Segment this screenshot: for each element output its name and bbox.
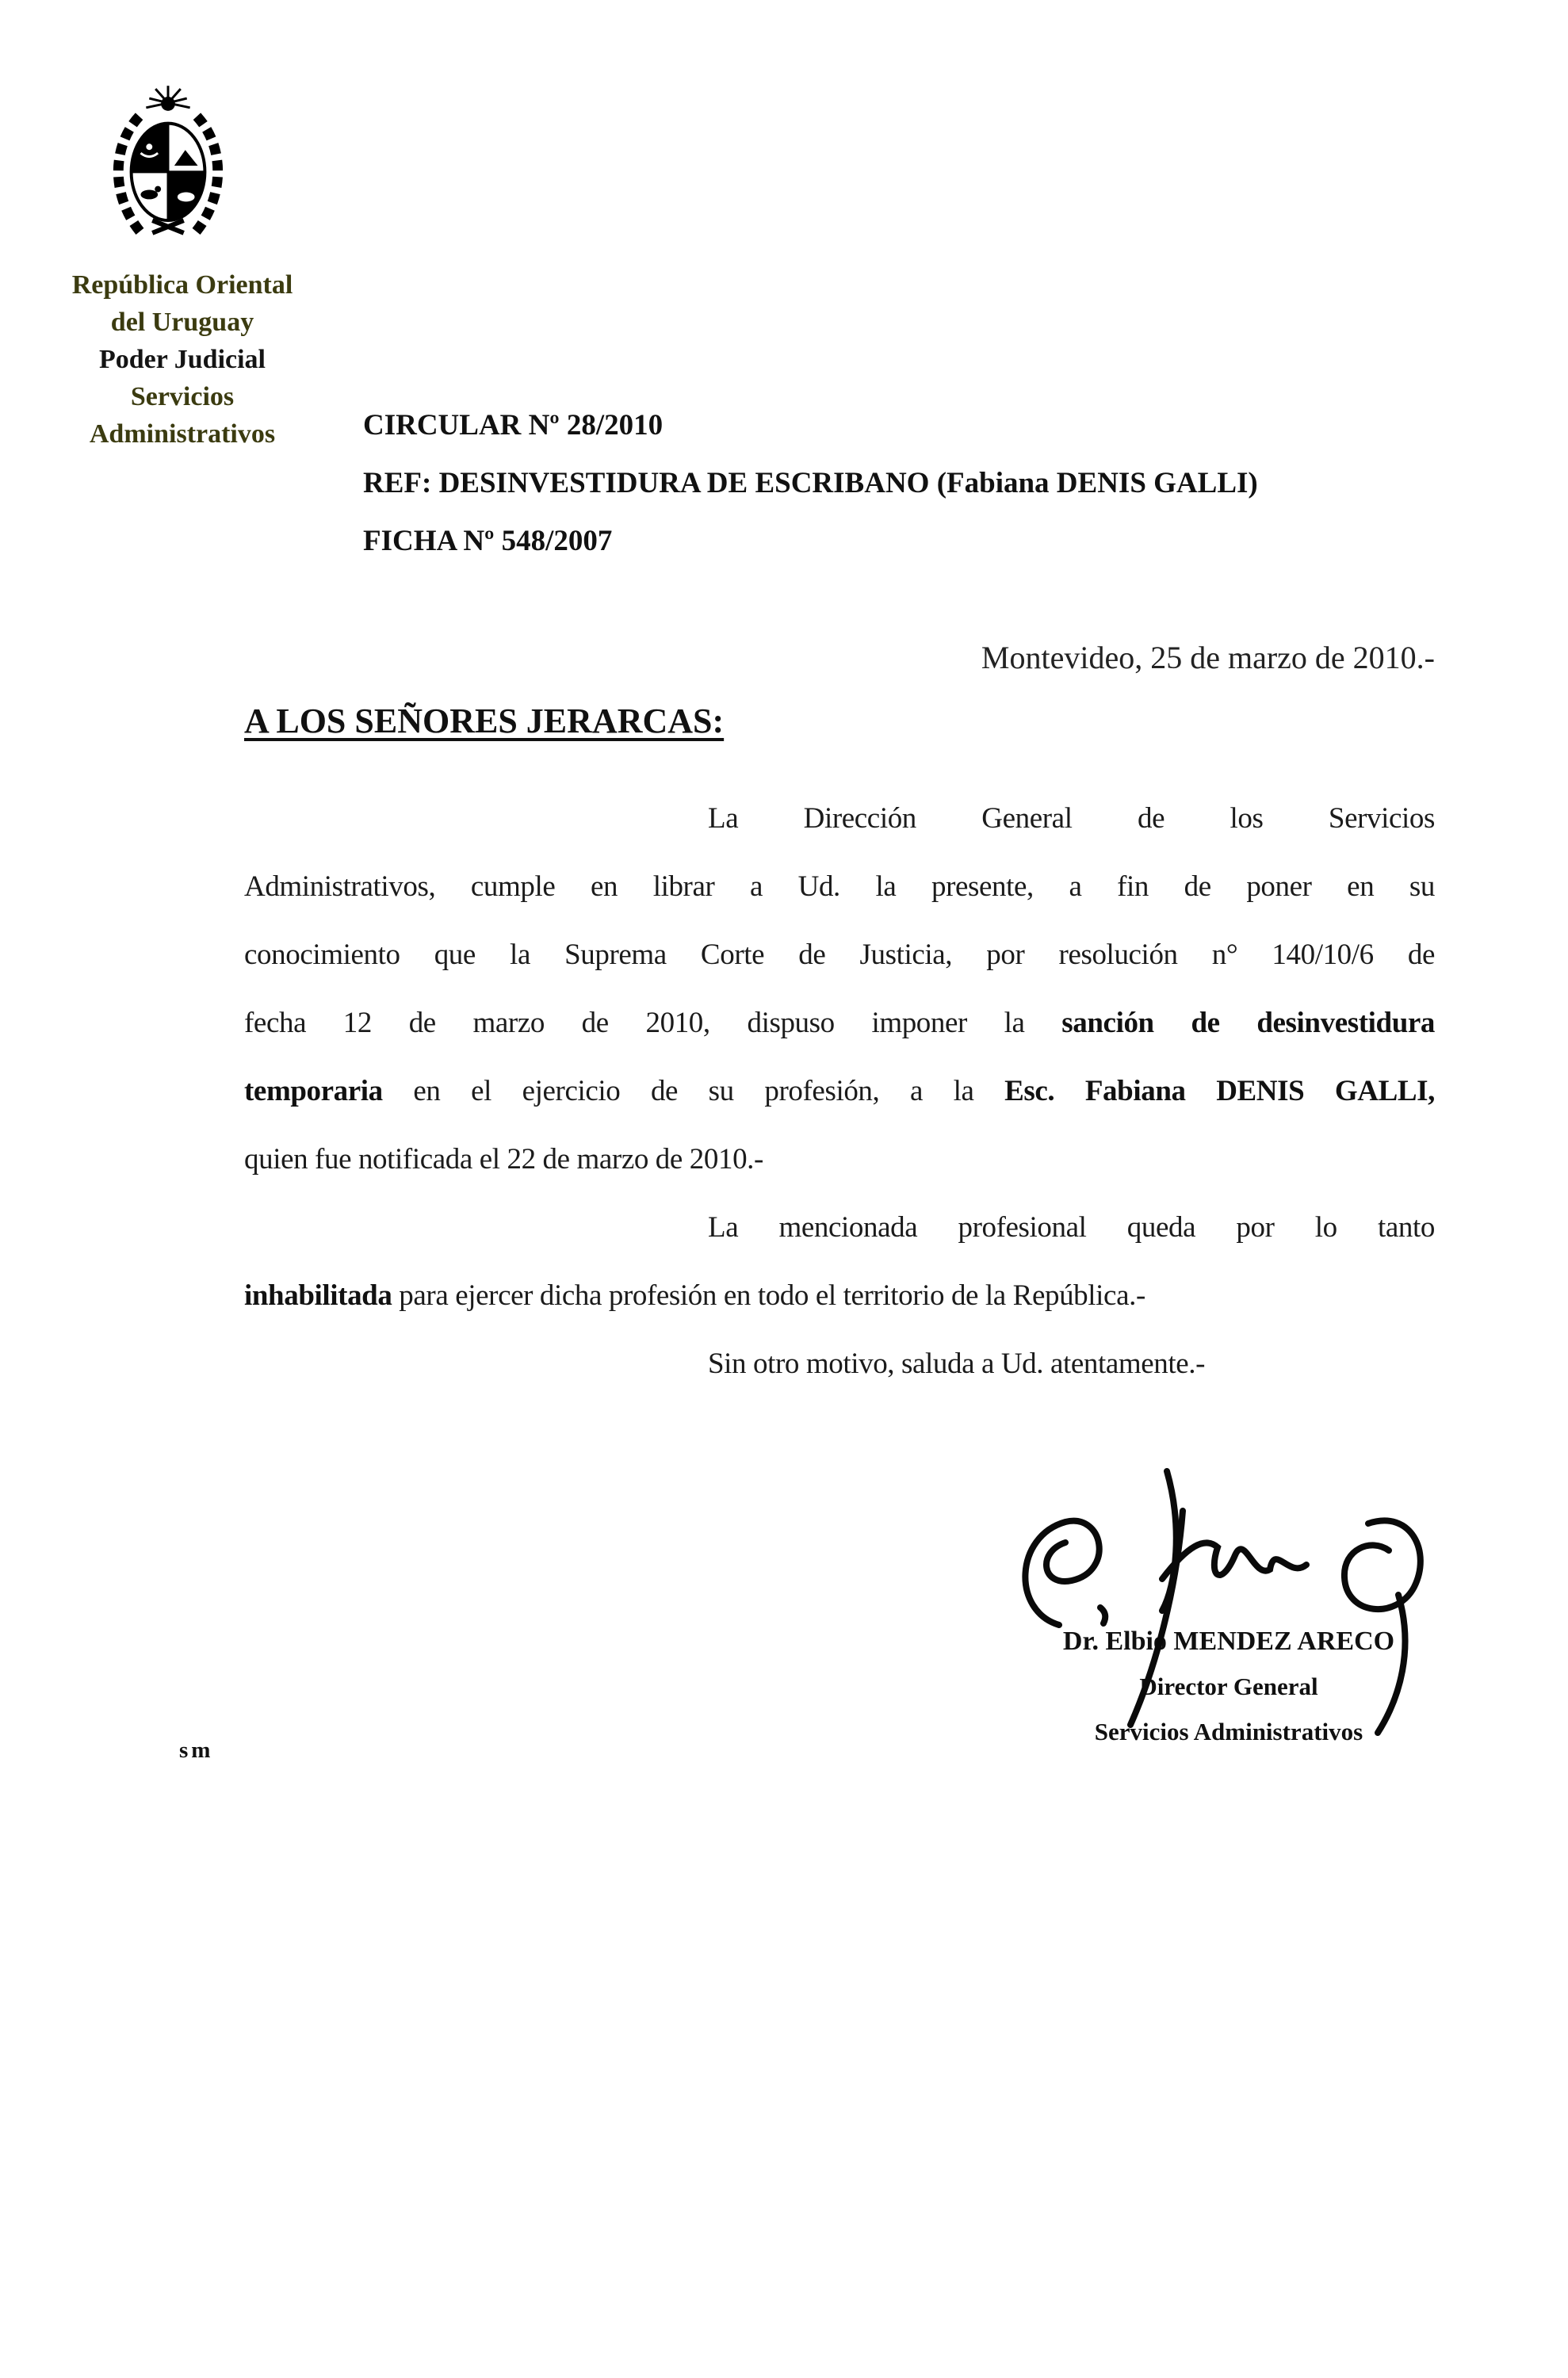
body-text: Sin otro motivo, saluda a Ud. atentamente.-	[708, 1348, 1206, 1380]
signature-area	[983, 1468, 1474, 1753]
file-number: FICHA Nº 548/2007	[363, 525, 613, 557]
salutation: A LOS SEÑORES JERARCAS:	[244, 702, 725, 740]
body-text: conocimiento que la Suprema Corte de Justicia, por resolución n° 140/10/6 de	[244, 939, 1435, 971]
body-line	[244, 921, 1435, 989]
body-line	[244, 1126, 1435, 1194]
dateline: Montevideo, 25 de marzo de 2010.-	[981, 640, 1435, 675]
body-line	[244, 989, 1435, 1057]
body-text-bold: sanción de desinvestidura	[1061, 1007, 1435, 1039]
org-name-line: del Uruguay	[110, 308, 254, 337]
org-name-block	[24, 266, 341, 453]
org-name-line: Administrativos	[89, 419, 276, 449]
body-text: quien fue notificada el 22 de marzo de 2010.-	[244, 1143, 763, 1176]
org-name-line: Poder Judicial	[99, 345, 266, 374]
org-name-line: Servicios	[130, 382, 235, 411]
body-text: en el ejercicio de su profesión, a la	[382, 1075, 1005, 1107]
body-line	[244, 1262, 1435, 1330]
circular-number: CIRCULAR Nº 28/2010	[363, 409, 664, 442]
body-text-bold: inhabilitada	[244, 1279, 392, 1312]
body-line	[244, 1057, 1435, 1126]
reference-line: REF: DESINVESTIDURA DE ESCRIBANO (Fabiana DENIS GALLI)	[363, 467, 1258, 499]
body-text: La Dirección General de los Servicios	[708, 802, 1435, 835]
typist-initials: sm	[179, 1738, 214, 1763]
body-line	[244, 853, 1435, 921]
body-line	[244, 785, 1435, 853]
letter-body	[244, 785, 1435, 1398]
body-text-bold: Esc. Fabiana DENIS GALLI,	[1004, 1075, 1435, 1107]
signer-title: Director General	[1139, 1673, 1318, 1700]
signature-text-block	[999, 1619, 1459, 1754]
org-name-line: República Oriental	[71, 270, 293, 300]
header-block	[363, 396, 1433, 570]
body-line	[244, 1194, 1435, 1262]
body-text-bold: temporaria	[244, 1075, 383, 1107]
body-text: fecha 12 de marzo de 2010, dispuso imponer la	[244, 1007, 1062, 1039]
body-text: Administrativos, cumple en librar a Ud. la presente, a fin de poner en su	[244, 870, 1435, 903]
body-text: La mencionada profesional queda por lo tanto	[708, 1211, 1435, 1244]
body-text: para ejercer dicha profesión en todo el territorio de la República.-	[392, 1279, 1145, 1312]
signer-name: Dr. Elbio MENDEZ ARECO	[1062, 1627, 1395, 1656]
body-line	[244, 1330, 1435, 1398]
signer-office: Servicios Administrativos	[1094, 1718, 1363, 1745]
uruguay-coat-of-arms-icon	[105, 76, 231, 247]
